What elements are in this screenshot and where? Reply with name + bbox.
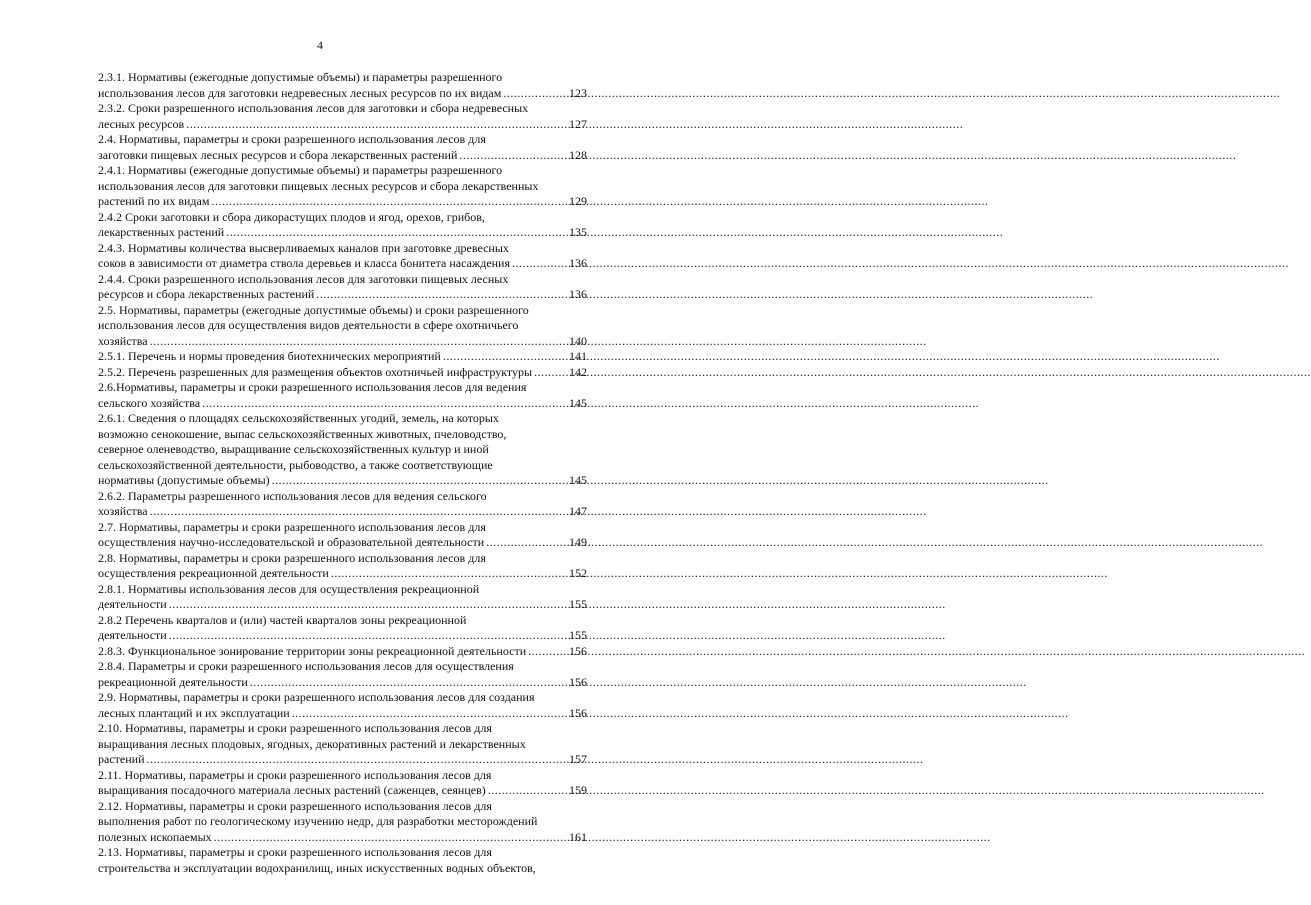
toc-page-number: 147 <box>569 504 587 518</box>
toc-entry-line: 2.4.4. Сроки разрешенного использования лесов для заготовки пищевых лесных <box>98 271 509 286</box>
toc-page-number: 157 <box>569 752 587 766</box>
toc-page-number: 156 <box>569 674 587 689</box>
toc-entry-line: 2.8. Нормативы, параметры и сроки разрешенного использования лесов для <box>98 550 486 565</box>
toc-entry-title-end: деятельности <box>98 628 167 642</box>
dot-leader <box>512 256 567 272</box>
dot-leader <box>150 334 567 350</box>
toc-entry[interactable] <box>98 411 587 489</box>
toc-entry-line: 2.8.2 Перечень кварталов и (или) частей кварталов зоны рекреационной <box>98 612 467 627</box>
toc-entry-title-end: выращивания посадочного материала лесных растений (саженцев, сеянцев) <box>98 783 486 797</box>
dot-leader <box>214 830 567 846</box>
toc-entry-title-end: лекарственных растений <box>98 225 225 239</box>
toc-entry-title-end: соков в зависимости от диаметра ствола деревьев и класса бонитета насаждения <box>98 256 511 270</box>
toc-entry[interactable] <box>98 520 587 551</box>
toc-page-number: 135 <box>569 225 587 239</box>
toc-entry[interactable] <box>98 132 587 163</box>
toc-entry-title-end: растений по их видам <box>98 194 210 208</box>
toc-entry-last-line <box>98 597 587 613</box>
dot-leader <box>169 628 567 644</box>
toc-entry-line: использования лесов для осуществления видов деятельности в сфере охотничьего <box>98 318 519 332</box>
dot-leader <box>459 148 567 164</box>
dot-leader <box>488 783 567 799</box>
dot-leader <box>534 365 567 381</box>
toc-entry[interactable] <box>98 303 587 350</box>
dot-leader <box>211 194 567 210</box>
toc-page-number: 152 <box>569 566 587 580</box>
toc-entry-last-line <box>98 535 587 551</box>
toc-page-number: 142 <box>569 364 587 379</box>
toc-entry-line: 2.9. Нормативы, параметры и сроки разрешенного использования лесов для создания <box>98 690 535 704</box>
toc-entry-line: 2.11. Нормативы, параметры и сроки разрешенного использования лесов для <box>98 767 492 782</box>
toc-entry-last-line <box>98 783 587 799</box>
toc-entry[interactable] <box>98 365 587 381</box>
toc-entry-line: 2.12. Нормативы, параметры и сроки разрешенного использования лесов для <box>98 798 492 813</box>
toc-entry[interactable] <box>98 551 587 582</box>
toc-page-number: 149 <box>569 535 587 549</box>
toc-entry-title-end: ресурсов и сбора лекарственных растений <box>98 287 315 301</box>
toc-entry[interactable] <box>98 210 587 241</box>
toc-entry-last-line <box>98 148 587 164</box>
toc-entry-line: 2.6.2. Параметры разрешенного использования лесов для ведения сельского <box>98 488 487 503</box>
toc-entry-line: 2.3.2. Сроки разрешенного использования лесов для заготовки и сбора недревесных <box>98 101 529 115</box>
dot-leader <box>292 706 567 722</box>
dot-leader <box>316 287 567 303</box>
toc-entry-title-end: нормативы (допустимые объемы) <box>98 473 270 487</box>
toc-page-number: 129 <box>569 194 587 208</box>
toc-entry[interactable] <box>98 799 587 846</box>
toc-entry-title-end: лесных плантаций и их эксплуатации <box>98 705 290 720</box>
toc-entry-last-line <box>98 566 587 582</box>
toc-entry-line: возможно сенокошение, выпас сельскохозяйственных животных, пчеловодство, <box>98 426 507 441</box>
toc-entry[interactable] <box>98 101 587 132</box>
toc-page-number: 128 <box>569 147 587 162</box>
toc-entry-last-line <box>98 117 587 133</box>
toc-entry[interactable] <box>98 380 587 411</box>
dot-leader <box>150 504 567 520</box>
toc-entry[interactable] <box>98 489 587 520</box>
dot-leader <box>169 597 567 613</box>
dot-leader <box>486 535 567 551</box>
toc-entry-last-line <box>98 473 587 489</box>
toc-entry-last-line <box>98 365 587 381</box>
toc-entry-line: 2.8.1. Нормативы использования лесов для осуществления рекреационной <box>98 581 480 596</box>
dot-leader <box>147 752 568 768</box>
toc-entry-line: сельскохозяйственной деятельности, рыбоводство, а также соответствующие <box>98 457 493 472</box>
toc-entry-last-line <box>98 752 587 768</box>
toc-entry-line: 2.4.1. Нормативы (ежегодные допустимые объемы) и параметры разрешенного <box>98 163 503 177</box>
dot-leader <box>202 396 567 412</box>
toc-entry-title-end: хозяйства <box>98 504 148 518</box>
toc-entry[interactable] <box>98 768 587 799</box>
toc-entry[interactable] <box>98 272 587 303</box>
dot-leader <box>503 86 567 102</box>
toc-page-number: 155 <box>569 597 587 611</box>
toc-entry-title-end: сельского хозяйства <box>98 395 201 410</box>
toc-entry[interactable] <box>98 70 587 101</box>
toc-page-number: 156 <box>569 705 587 720</box>
dot-leader <box>331 566 567 582</box>
toc-page-number: 145 <box>569 473 587 487</box>
dot-leader <box>443 349 567 365</box>
dot-leader <box>186 117 567 133</box>
toc-entry[interactable] <box>98 582 587 613</box>
toc-entry-last-line <box>98 675 587 691</box>
toc-entry-title-end: осуществления рекреационной деятельности <box>98 566 329 580</box>
toc-entry-title-end: заготовки пищевых лесных ресурсов и сбора лекарственных растений <box>98 147 458 162</box>
toc-entry-line: 2.6.Нормативы, параметры и сроки разрешенного использования лесов для ведения <box>98 380 527 394</box>
toc-entry[interactable] <box>98 659 587 690</box>
toc-page-number: 145 <box>569 395 587 410</box>
toc-entry-line: 2.3.1. Нормативы (ежегодные допустимые объемы) и параметры разрешенного <box>98 70 503 84</box>
toc-entry-line: 2.13. Нормативы, параметры и сроки разрешенного использования лесов для <box>98 845 492 859</box>
page-number: 4 <box>317 38 323 52</box>
toc-entry-last-line <box>98 644 587 660</box>
toc-entry[interactable] <box>98 845 587 876</box>
toc-page-number: 155 <box>569 628 587 642</box>
toc-page-number: 161 <box>569 829 587 844</box>
toc-entry-title-end: полезных ископаемых <box>98 829 212 844</box>
toc-page-number: 141 <box>569 349 587 363</box>
dot-leader <box>272 473 567 489</box>
toc-entry-line: 2.4.3. Нормативы количества высверливаемых каналов при заготовке древесных <box>98 240 509 255</box>
toc-entry-title-end: 2.5.2. Перечень разрешенных для размещения объектов охотничьей инфраструктуры <box>98 364 533 379</box>
toc-page-number: 136 <box>569 256 587 270</box>
toc-entry-title-end: лесных ресурсов <box>98 116 185 131</box>
toc-page-number: 136 <box>569 287 587 301</box>
toc-entry-line: 2.7. Нормативы, параметры и сроки разрешенного использования лесов для <box>98 519 486 534</box>
toc-entry-last-line <box>98 349 587 365</box>
toc-entry-last-line <box>98 287 587 303</box>
toc-page-number: 156 <box>569 643 587 658</box>
toc-entry-title-end: 2.5.1. Перечень и нормы проведения биотехнических мероприятий <box>98 349 441 363</box>
toc-entry-line: северное оленеводство, выращивание сельскохозяйственных культур и иной <box>98 442 489 456</box>
toc-entry[interactable] <box>98 644 587 660</box>
toc-entry-line: 2.8.4. Параметры и сроки разрешенного использования лесов для осуществления <box>98 659 514 673</box>
table-of-contents <box>98 70 587 876</box>
toc-entry-last-line <box>98 830 587 846</box>
toc-entry-line: 2.6.1. Сведения о площадях сельскохозяйственных угодий, земель, на которых <box>98 411 499 425</box>
toc-entry-last-line <box>98 86 587 102</box>
toc-entry[interactable] <box>98 690 587 721</box>
toc-entry-line: 2.5. Нормативы, параметры (ежегодные допустимые объемы) и сроки разрешенного <box>98 302 529 317</box>
toc-entry[interactable] <box>98 349 587 365</box>
toc-entry[interactable] <box>98 721 587 768</box>
toc-entry-last-line <box>98 396 587 412</box>
toc-entry-line: 2.10. Нормативы, параметры и сроки разрешенного использования лесов для <box>98 721 492 735</box>
toc-page-number: 159 <box>569 783 587 797</box>
toc-entry-line: 2.4.2 Сроки заготовки и сбора дикорастущих плодов и ягод, орехов, грибов, <box>98 209 485 224</box>
toc-entry[interactable] <box>98 241 587 272</box>
toc-entry-line: выполнения работ по геологическому изучению недр, для разработки месторождений <box>98 814 538 828</box>
toc-entry-title-end: использования лесов для заготовки недревесных лесных ресурсов по их видам <box>98 85 502 100</box>
toc-entry-line: 2.4. Нормативы, параметры и сроки разрешенного использования лесов для <box>98 132 486 146</box>
toc-page-number: 123 <box>569 85 587 100</box>
toc-entry[interactable] <box>98 163 587 210</box>
toc-entry-last-line <box>98 706 587 722</box>
toc-entry-line: строительства и эксплуатации водохранилищ, иных искусственных водных объектов, <box>98 860 536 875</box>
dot-leader <box>226 225 567 241</box>
toc-entry-title-end: хозяйства <box>98 333 148 348</box>
toc-entry-last-line <box>98 256 587 272</box>
toc-entry-last-line <box>98 504 587 520</box>
toc-entry-title-end: растений <box>98 752 145 766</box>
toc-entry-last-line <box>98 334 587 350</box>
toc-entry-line: использования лесов для заготовки пищевых лесных ресурсов и сбора лекарственных <box>98 178 539 193</box>
toc-entry-last-line <box>98 225 587 241</box>
dot-leader <box>250 675 567 691</box>
toc-entry-title-end: осуществления научно-исследовательской и образовательной деятельности <box>98 535 485 549</box>
dot-leader <box>528 644 567 660</box>
toc-entry-title-end: деятельности <box>98 597 167 611</box>
toc-entry-title-end: 2.8.3. Функциональное зонирование территории зоны рекреационной деятельности <box>98 643 527 658</box>
toc-entry-last-line <box>98 194 587 210</box>
toc-entry-title-end: рекреационной деятельности <box>98 674 248 689</box>
toc-entry-line: выращивания лесных плодовых, ягодных, декоративных растений и лекарственных <box>98 736 526 751</box>
toc-entry-last-line <box>98 628 587 644</box>
toc-entry[interactable] <box>98 613 587 644</box>
toc-page-number: 140 <box>569 333 587 348</box>
toc-page-number: 127 <box>569 116 587 131</box>
